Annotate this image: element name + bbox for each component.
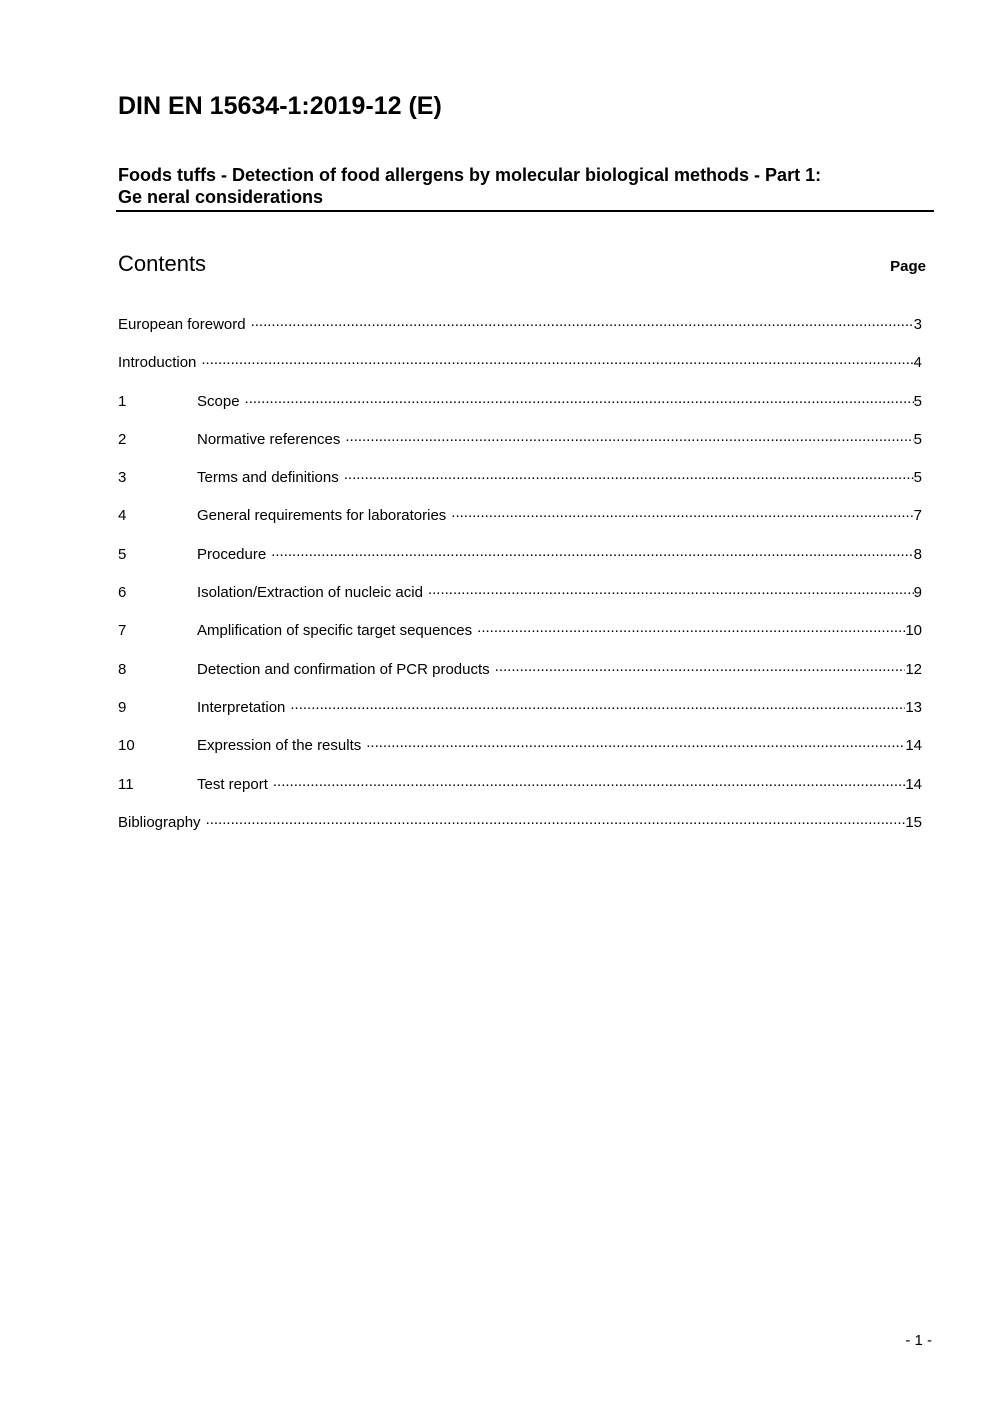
toc-entry-number: 7 <box>118 622 127 640</box>
toc-entry-number: 8 <box>118 660 127 678</box>
toc-dot-leader <box>366 736 905 750</box>
toc-entry-page: 5 <box>914 429 922 451</box>
toc-entry-page: 15 <box>905 812 922 834</box>
document-id-heading: DIN EN 15634-1:2019-12 (E) <box>118 92 442 120</box>
toc-entry-number: 9 <box>118 698 127 716</box>
toc-entry-test-report[interactable] <box>118 774 922 812</box>
toc-entry-detection-confirmation[interactable] <box>118 659 922 697</box>
toc-dot-leader <box>290 698 905 712</box>
toc-entry-number: 2 <box>118 430 127 448</box>
toc-dot-leader <box>451 506 913 520</box>
toc-entry-title: Detection and confirmation of PCR products <box>197 660 490 678</box>
toc-dot-leader <box>271 545 913 559</box>
toc-entry-title: Expression of the results <box>197 737 362 755</box>
toc-entry-page: 13 <box>905 697 922 719</box>
toc-dot-leader <box>251 315 914 329</box>
contents-heading: Contents <box>118 251 207 276</box>
toc-dot-leader <box>201 353 913 367</box>
toc-dot-leader <box>206 813 906 827</box>
toc-entry-page: 12 <box>905 659 922 681</box>
title-underline-rule <box>116 210 934 212</box>
toc-entry-title: Scope <box>197 392 240 410</box>
toc-entry-interpretation[interactable] <box>118 697 922 735</box>
footer-page-number: - 1 - <box>905 1332 932 1349</box>
toc-entry-scope[interactable] <box>118 391 922 429</box>
toc-entry-number: 4 <box>118 507 127 525</box>
toc-entry-normative-references[interactable] <box>118 429 922 467</box>
toc-entry-title: European foreword <box>118 316 246 333</box>
page-column-label: Page <box>890 258 926 275</box>
toc-entry-expression-of-results[interactable] <box>118 735 922 773</box>
subtitle-line-2: Ge neral considerations <box>118 187 324 207</box>
toc-entry-title: Terms and definitions <box>197 469 339 487</box>
toc-dot-leader <box>428 583 914 597</box>
toc-entry-page: 14 <box>905 735 922 757</box>
toc-entry-bibliography[interactable] <box>118 812 922 850</box>
toc-entry-page: 5 <box>914 391 922 413</box>
toc-entry-terms-and-definitions[interactable] <box>118 467 922 505</box>
toc-entry-procedure[interactable] <box>118 544 922 582</box>
toc-entry-european-foreword[interactable] <box>118 314 922 352</box>
toc-entry-page: 7 <box>914 505 922 527</box>
toc-entry-number: 1 <box>118 392 127 410</box>
subtitle-line-1: Foods tuffs - Detection of food allergens by molecular biological methods - Part 1: <box>118 165 822 185</box>
toc-entry-number: 11 <box>118 775 134 793</box>
toc-entry-amplification[interactable] <box>118 620 922 658</box>
toc-entry-page: 5 <box>914 467 922 489</box>
toc-entry-introduction[interactable] <box>118 352 922 390</box>
document-subtitle <box>118 164 918 208</box>
table-of-contents <box>118 314 922 850</box>
toc-entry-title: Isolation/Extraction of nucleic acid <box>197 584 423 602</box>
toc-entry-title: Interpretation <box>197 698 286 716</box>
toc-entry-title: Bibliography <box>118 813 201 831</box>
toc-entry-page: 4 <box>914 352 922 374</box>
toc-entry-page: 3 <box>914 314 922 336</box>
toc-entry-page: 14 <box>905 774 922 796</box>
toc-dot-leader <box>344 468 914 482</box>
toc-entry-page: 8 <box>914 544 922 566</box>
toc-entry-general-requirements[interactable] <box>118 505 922 543</box>
toc-entry-title: Introduction <box>118 354 197 372</box>
toc-entry-title: Test report <box>197 775 268 793</box>
toc-entry-number: 10 <box>118 737 135 755</box>
toc-entry-number: 5 <box>118 545 127 563</box>
toc-entry-title: Amplification of specific target sequences <box>197 622 473 640</box>
toc-dot-leader <box>245 392 914 406</box>
toc-entry-number: 6 <box>118 584 127 602</box>
toc-entry-isolation-extraction[interactable] <box>118 582 922 620</box>
toc-dot-leader <box>495 660 906 674</box>
toc-dot-leader <box>345 430 913 444</box>
toc-dot-leader <box>477 621 905 635</box>
toc-entry-title: General requirements for laboratories <box>197 507 447 525</box>
toc-entry-number: 3 <box>118 469 127 487</box>
toc-entry-title: Normative references <box>197 430 341 448</box>
toc-entry-title: Procedure <box>197 545 267 563</box>
toc-entry-page: 10 <box>905 620 922 642</box>
toc-entry-page: 9 <box>914 582 922 604</box>
toc-dot-leader <box>273 775 905 789</box>
